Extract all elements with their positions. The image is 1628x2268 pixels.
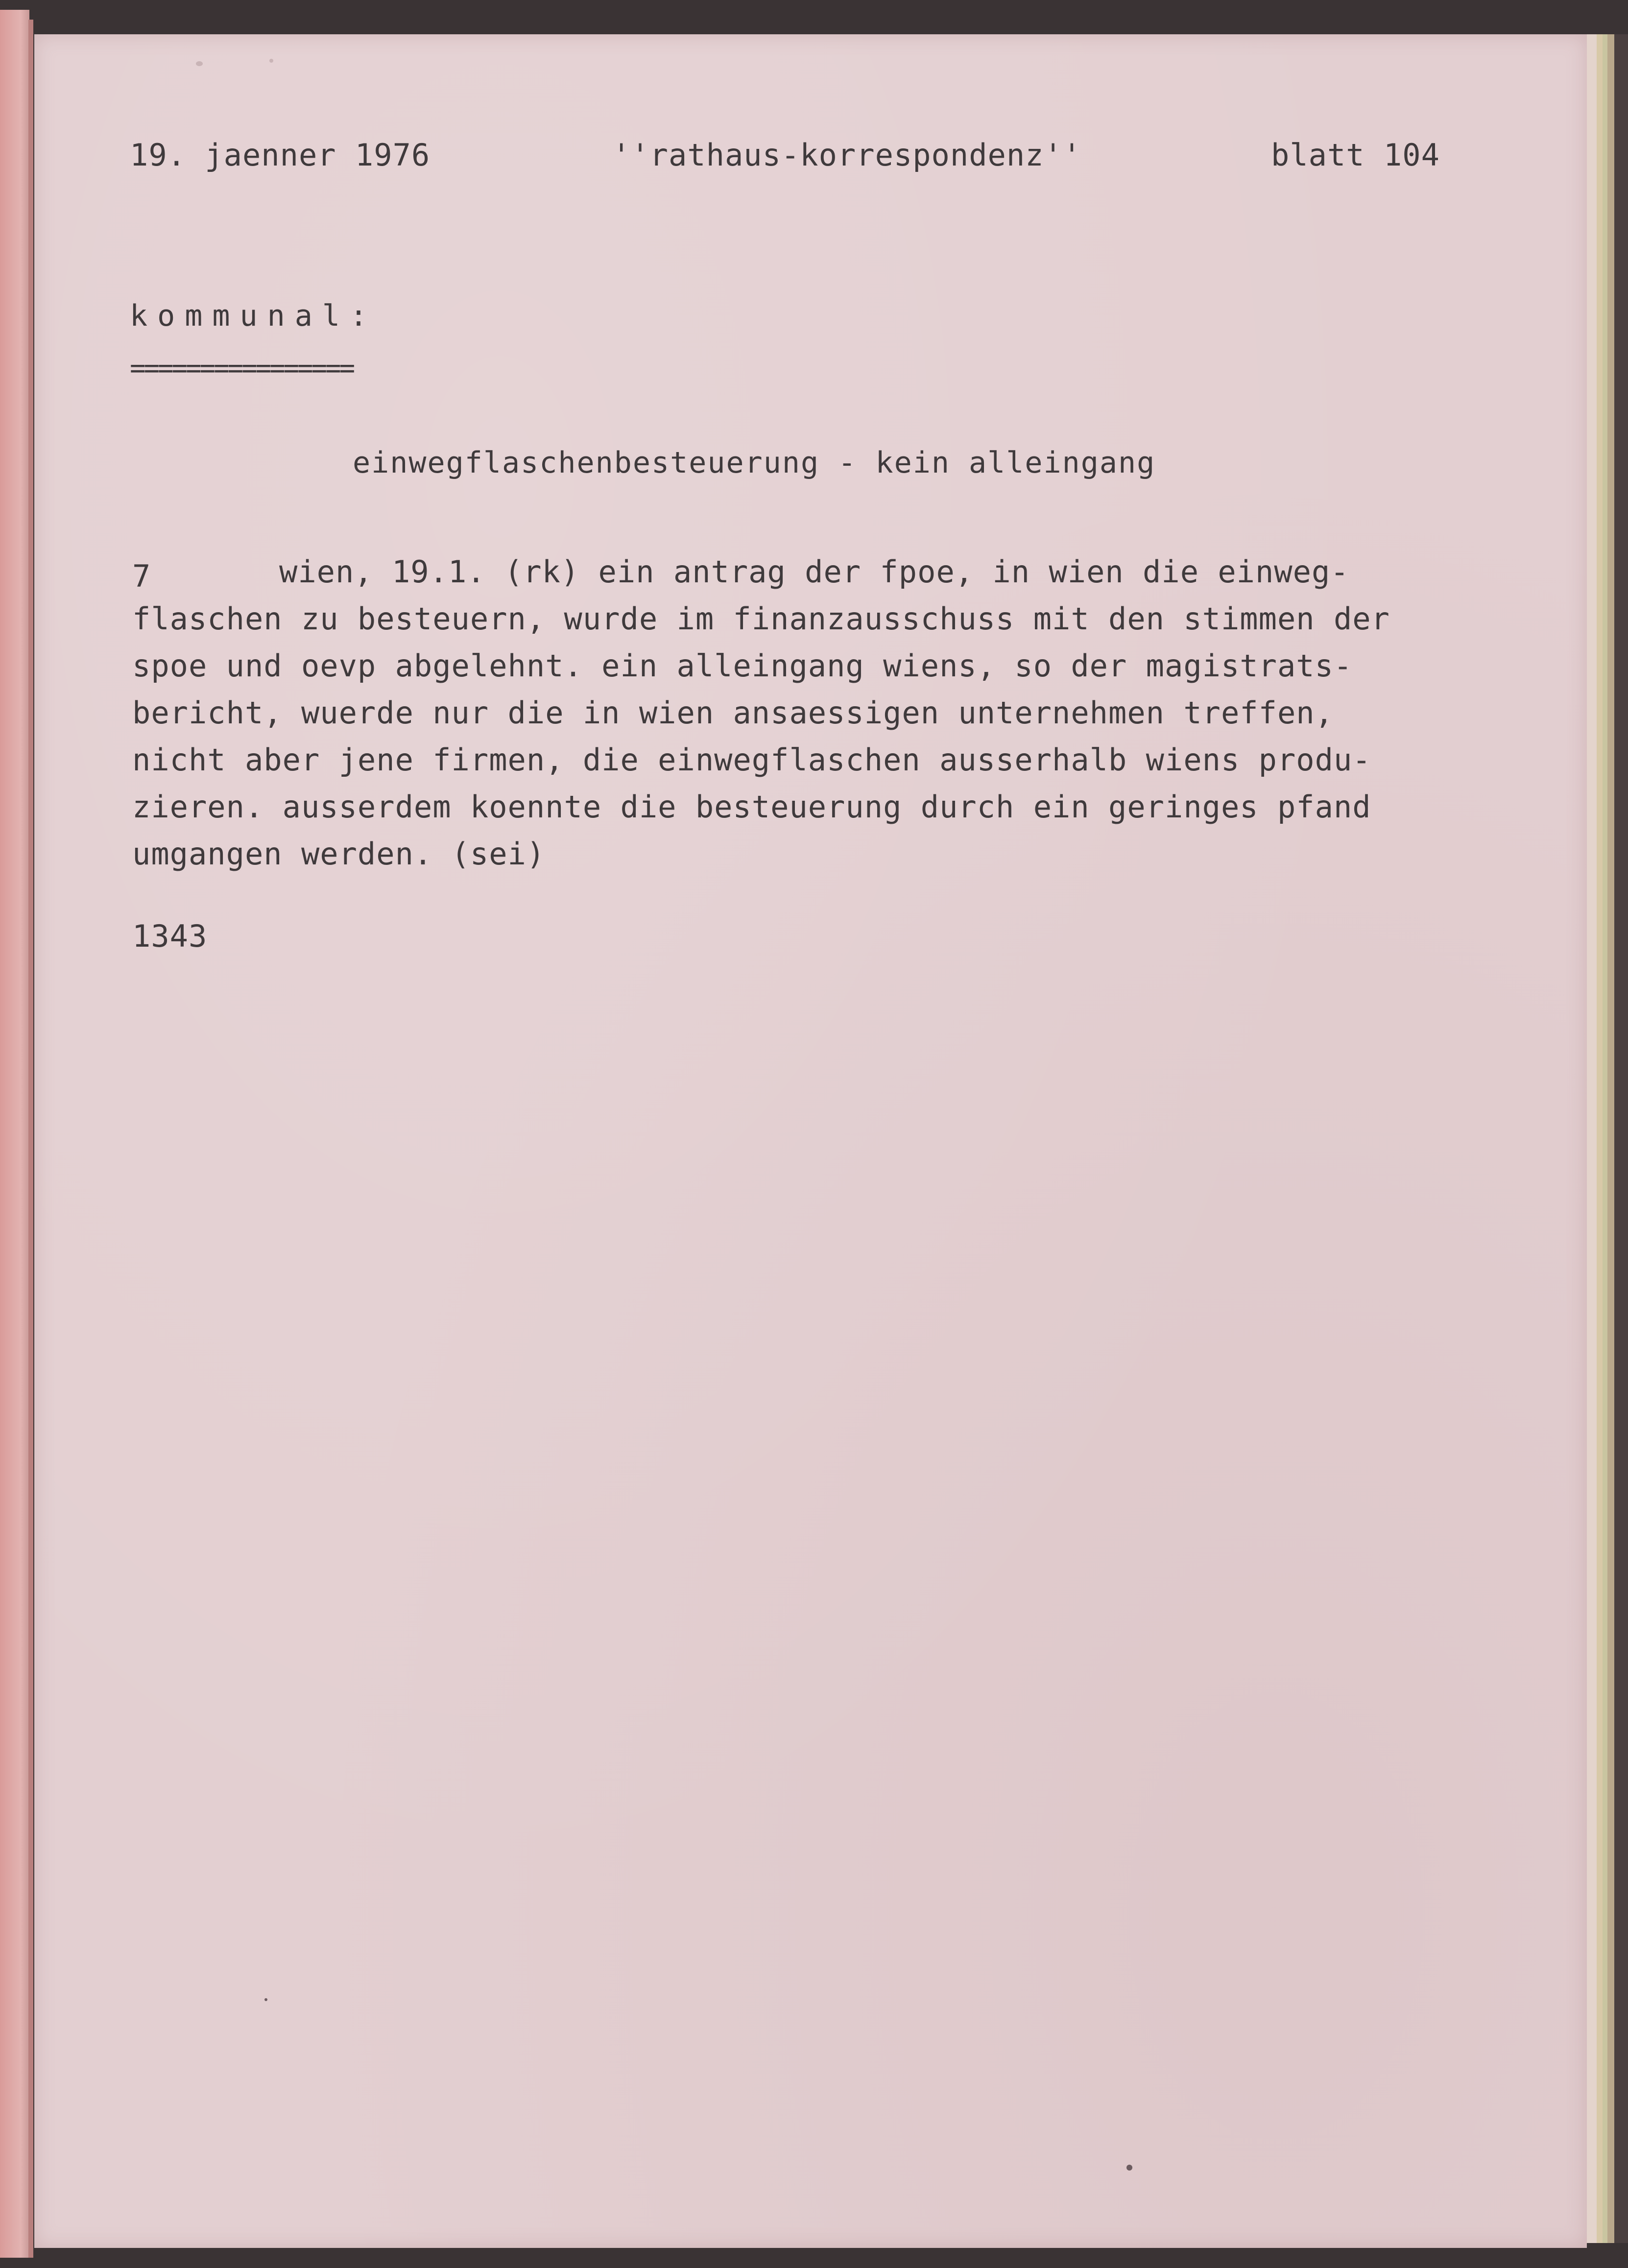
document-page: [34, 34, 1587, 2248]
article-line: wien, 19.1. (rk) ein antrag der fpoe, in wien die einweg-: [279, 554, 1349, 590]
article-headline: einwegflaschenbesteuerung - kein alleingang: [353, 446, 1156, 480]
previous-page-edge: [0, 10, 29, 2258]
article-line: nicht aber jene firmen, die einwegflaschen ausserhalb wiens produ-: [132, 742, 1371, 778]
article-line: zieren. ausserdem koennte die besteuerung durch ein geringes pfand: [132, 789, 1371, 825]
binding-background: [1614, 34, 1628, 2243]
page-stack-edge: [1597, 34, 1603, 2243]
header-date: 19. jaenner 1976: [130, 137, 431, 173]
article-line: spoe und oevp abgelehnt. ein alleingang wiens, so der magistrats-: [132, 648, 1353, 684]
article-body: [132, 549, 1390, 878]
section-title: kommunal:: [130, 299, 378, 333]
page-stack-edge: [1603, 34, 1607, 2243]
previous-page-shadow: [28, 20, 33, 2258]
article-line: flaschen zu besteuern, wurde im finanzausschuss mit den stimmen der: [132, 601, 1390, 637]
article-line-number: 7: [132, 558, 151, 594]
article-line: bericht, wuerde nur die in wien ansaessigen unternehmen treffen,: [132, 695, 1334, 731]
article-line: umgangen werden. (sei): [132, 836, 546, 872]
header-publication: ''rathaus-korrespondenz'': [612, 137, 1082, 173]
page-stack-edge: [1607, 34, 1614, 2243]
page-stack-edge: [1586, 34, 1597, 2243]
article-code: 1343: [132, 918, 208, 954]
header-sheet-number: blatt 104: [1271, 137, 1440, 173]
section-underline: ================: [130, 353, 354, 383]
